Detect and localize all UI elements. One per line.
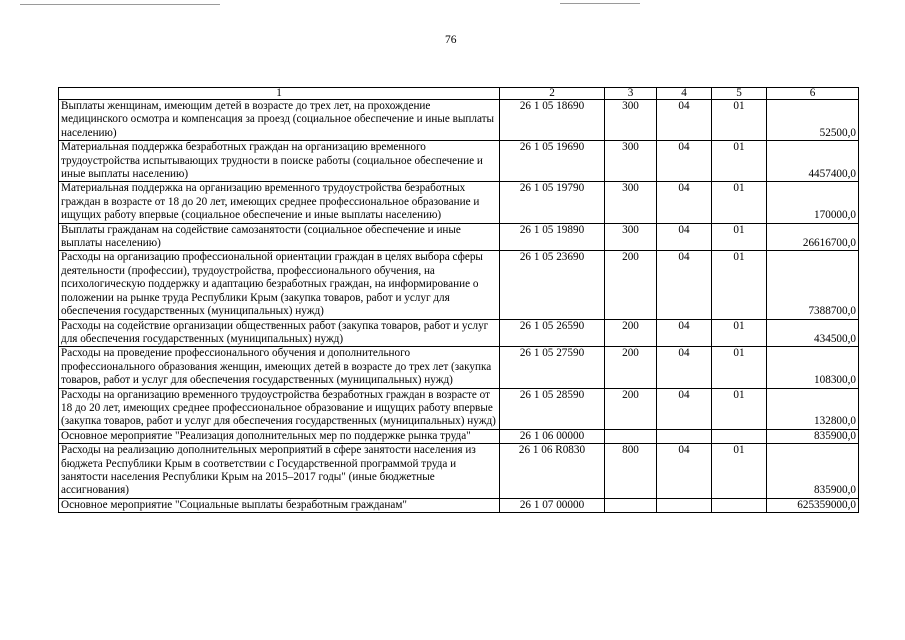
- target-article-code: 26 1 06 R0830: [500, 444, 605, 499]
- subsection-code: 01: [712, 100, 767, 141]
- table-row: [59, 251, 859, 319]
- section-code: 04: [657, 388, 712, 429]
- amount-value: 170000,0: [767, 182, 859, 223]
- section-code: 04: [657, 223, 712, 251]
- amount-value: 52500,0: [767, 100, 859, 141]
- column-header: 2: [500, 88, 605, 100]
- scan-artifact-line: [20, 4, 220, 5]
- column-header: 4: [657, 88, 712, 100]
- expense-type-code: 300: [605, 141, 657, 182]
- target-article-code: 26 1 05 19890: [500, 223, 605, 251]
- amount-value: 4457400,0: [767, 141, 859, 182]
- expense-type-code: 300: [605, 223, 657, 251]
- subsection-code: [712, 429, 767, 443]
- table-row: [59, 347, 859, 388]
- section-code: [657, 498, 712, 512]
- subsection-code: 01: [712, 141, 767, 182]
- expense-type-code: 200: [605, 347, 657, 388]
- amount-value: 625359000,0: [767, 498, 859, 512]
- amount-value: 835900,0: [767, 444, 859, 499]
- subsection-code: 01: [712, 347, 767, 388]
- section-code: 04: [657, 141, 712, 182]
- expense-description: Расходы на организацию временного трудоустройства безработных граждан в возрасте от 18 до 20 лет, имеющих среднее профессиональное образование и ищущих работу впервые (закупка товаров, работ и услуг для обеспечения государственных (муниципальных) нужд): [59, 388, 500, 429]
- subsection-code: 01: [712, 319, 767, 347]
- column-header: 6: [767, 88, 859, 100]
- section-code: 04: [657, 251, 712, 319]
- target-article-code: 26 1 07 00000: [500, 498, 605, 512]
- expense-description: Расходы на содействие организации общественных работ (закупка товаров, работ и услуг для обеспечения государственных (муниципальных) нужд): [59, 319, 500, 347]
- section-code: 04: [657, 319, 712, 347]
- subsection-code: 01: [712, 223, 767, 251]
- amount-value: 26616700,0: [767, 223, 859, 251]
- section-code: 04: [657, 182, 712, 223]
- target-article-code: 26 1 05 18690: [500, 100, 605, 141]
- expense-type-code: 300: [605, 182, 657, 223]
- expense-description: Расходы на проведение профессионального обучения и дополнительного профессионального образования женщин, имеющих детей в возрасте до трех лет (закупка товаров, работ и услуг для обеспечения государственных (муниципальных) нужд): [59, 347, 500, 388]
- table-row: [59, 429, 859, 443]
- expense-description: Расходы на реализацию дополнительных мероприятий в сфере занятости населения из бюджета Республики Крым в соответствии с Государственной программой труда и занятости населения Республики Крым на 2015–2017 годы" (иные бюджетные ассигнования): [59, 444, 500, 499]
- page-number: 76: [445, 34, 457, 46]
- expense-type-code: 200: [605, 388, 657, 429]
- expense-description: Материальная поддержка безработных граждан на организацию временного трудоустройства испытывающих трудности в поиске работы (социальное обеспечение и иные выплаты населению): [59, 141, 500, 182]
- section-code: 04: [657, 444, 712, 499]
- expense-type-code: [605, 429, 657, 443]
- amount-value: 835900,0: [767, 429, 859, 443]
- section-code: [657, 429, 712, 443]
- subsection-code: 01: [712, 388, 767, 429]
- subsection-code: 01: [712, 444, 767, 499]
- column-header: 1: [59, 88, 500, 100]
- target-article-code: 26 1 05 27590: [500, 347, 605, 388]
- expense-type-code: [605, 498, 657, 512]
- amount-value: 132800,0: [767, 388, 859, 429]
- table-row: [59, 141, 859, 182]
- amount-value: 108300,0: [767, 347, 859, 388]
- budget-table: [58, 87, 859, 513]
- table-row: [59, 498, 859, 512]
- scan-artifact-line: [560, 3, 640, 4]
- subsection-code: [712, 498, 767, 512]
- budget-table-body: [59, 88, 859, 513]
- column-number-row: [59, 88, 859, 100]
- expense-description: Основное мероприятие "Социальные выплаты безработным гражданам": [59, 498, 500, 512]
- expense-description: Выплаты гражданам на содействие самозанятости (социальное обеспечение и иные выплаты населению): [59, 223, 500, 251]
- expense-type-code: 300: [605, 100, 657, 141]
- subsection-code: 01: [712, 182, 767, 223]
- expense-description: Материальная поддержка на организацию временного трудоустройства безработных граждан в возрасте от 18 до 20 лет, имеющих среднее профессиональное образование и ищущих работу впервые (социальное обеспечение и иные выплаты населению): [59, 182, 500, 223]
- target-article-code: 26 1 05 23690: [500, 251, 605, 319]
- section-code: 04: [657, 347, 712, 388]
- target-article-code: 26 1 05 28590: [500, 388, 605, 429]
- table-row: [59, 388, 859, 429]
- target-article-code: 26 1 05 26590: [500, 319, 605, 347]
- expense-description: Основное мероприятие "Реализация дополнительных мер по поддержке рынка труда": [59, 429, 500, 443]
- target-article-code: 26 1 06 00000: [500, 429, 605, 443]
- subsection-code: 01: [712, 251, 767, 319]
- column-header: 5: [712, 88, 767, 100]
- section-code: 04: [657, 100, 712, 141]
- table-row: [59, 182, 859, 223]
- expense-type-code: 800: [605, 444, 657, 499]
- table-row: [59, 444, 859, 499]
- table-row: [59, 319, 859, 347]
- expense-description: Расходы на организацию профессиональной ориентации граждан в целях выбора сферы деятельности (профессии), трудоустройства, профессионального обучения, на психологическую поддержку и адаптацию безработных граждан, на информирование о положении на рынке труда Республики Крым (закупка товаров, работ и услуг для обеспечения государственных (муниципальных) нужд): [59, 251, 500, 319]
- expense-type-code: 200: [605, 319, 657, 347]
- target-article-code: 26 1 05 19790: [500, 182, 605, 223]
- amount-value: 434500,0: [767, 319, 859, 347]
- table-row: [59, 100, 859, 141]
- expense-type-code: 200: [605, 251, 657, 319]
- expense-description: Выплаты женщинам, имеющим детей в возрасте до трех лет, на прохождение медицинского осмотра и компенсация за проезд (социальное обеспечение и иные выплаты населению): [59, 100, 500, 141]
- column-header: 3: [605, 88, 657, 100]
- table-row: [59, 223, 859, 251]
- target-article-code: 26 1 05 19690: [500, 141, 605, 182]
- amount-value: 7388700,0: [767, 251, 859, 319]
